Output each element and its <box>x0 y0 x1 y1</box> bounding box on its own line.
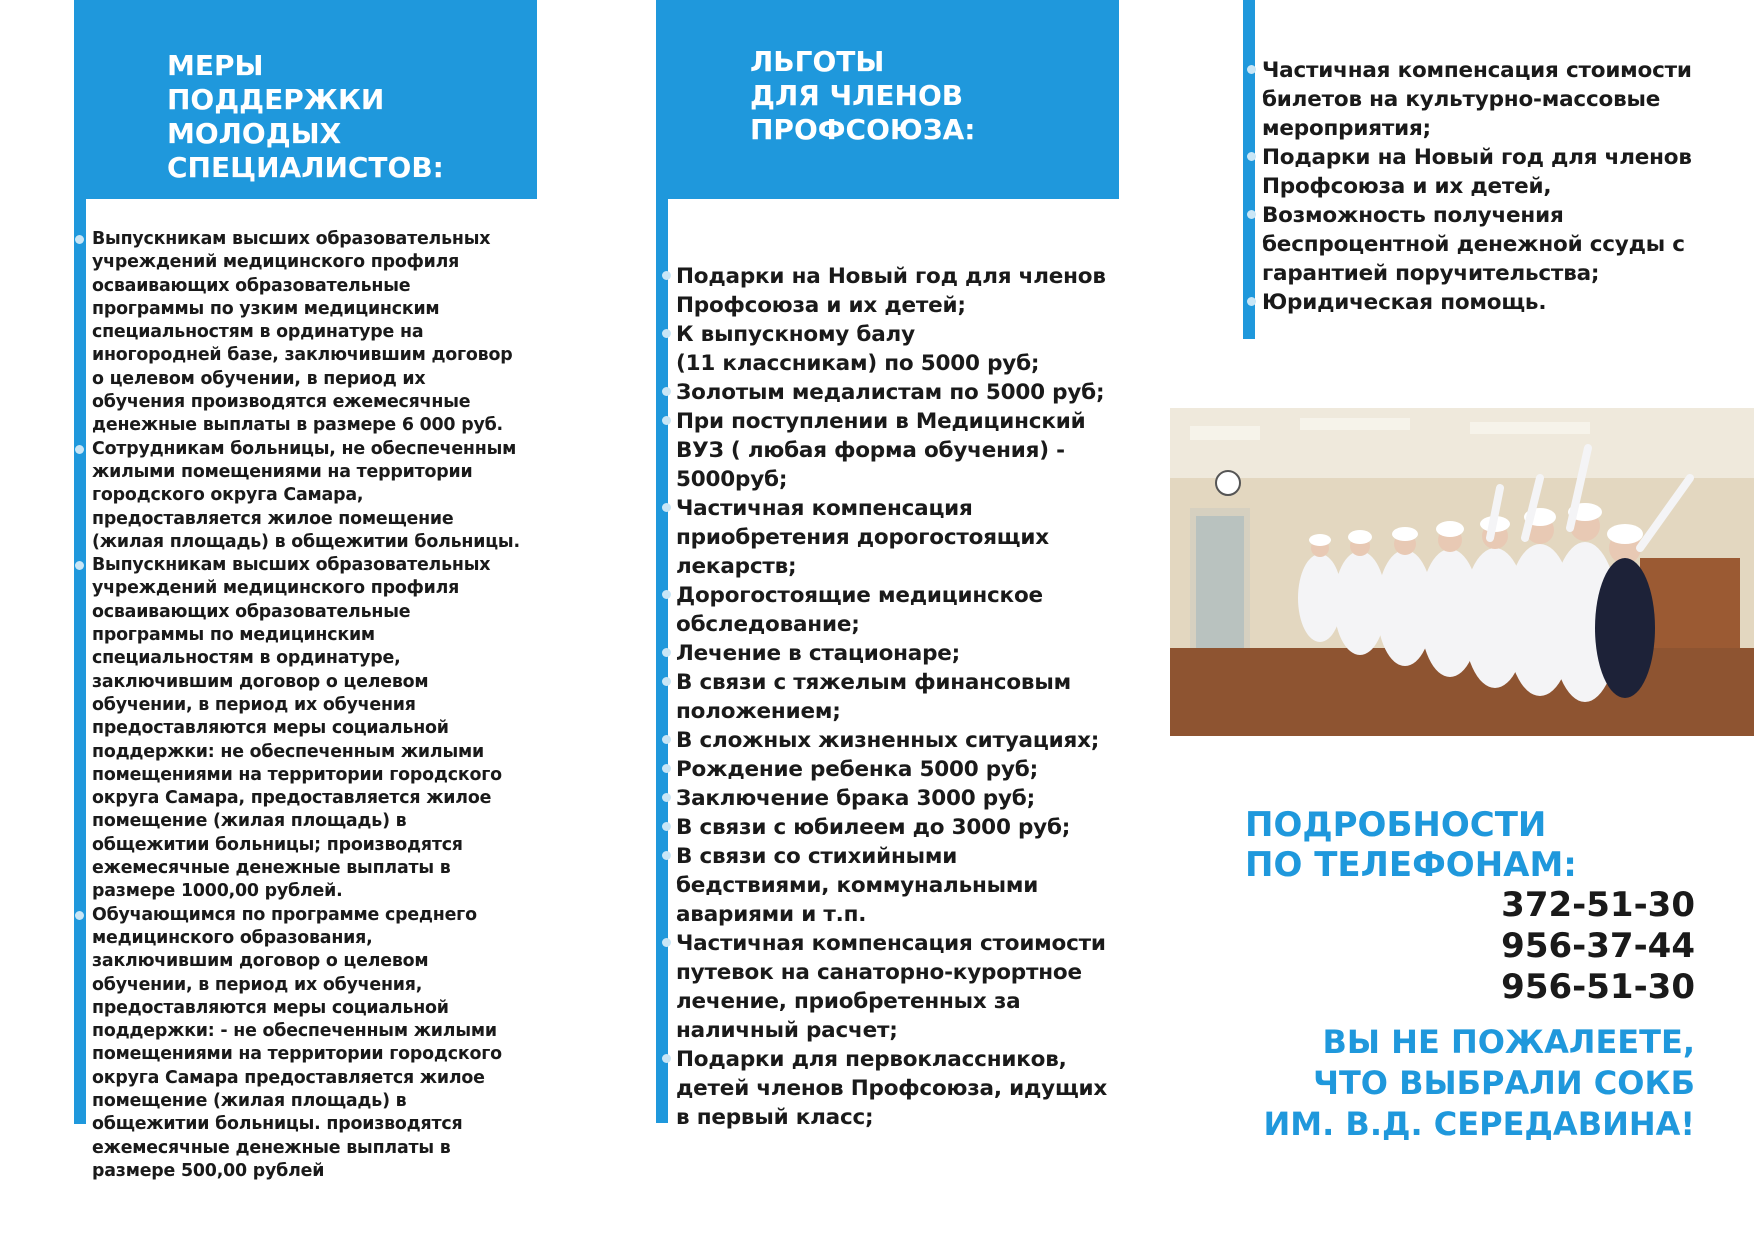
list-item-line: обучении, в период их обучения <box>92 694 416 715</box>
list-item-line: денежные выплаты в размере 6 000 руб. <box>92 415 503 436</box>
list-item-line: обучении, в период их обучения, <box>92 974 423 995</box>
list-item-line: медицинского образования, <box>92 927 373 948</box>
list-item-line: Подарки на Новый год для членов <box>1262 145 1692 170</box>
slogan-line: ИМ. В.Д. СЕРЕДАВИНА! <box>1263 1105 1695 1143</box>
list-item-line: заключившим договор о целевом <box>92 951 429 972</box>
list-item-line: помещениями на территории городского <box>92 764 502 785</box>
slogan <box>1245 1022 1695 1145</box>
list-item-line: ежемесячные денежные выплаты в <box>92 858 451 879</box>
list-item-line: При поступлении в Медицинский <box>676 409 1086 434</box>
list-item-line: о целевом обучении, в период их <box>92 368 426 389</box>
list-item <box>1262 288 1712 317</box>
contacts-block <box>1245 805 1695 1145</box>
list-item-line: программы по узким медицинским <box>92 298 440 319</box>
list-item-line: Подарки для первоклассников, <box>676 1047 1067 1072</box>
list-item <box>676 581 1136 639</box>
col1-title-line: МОЛОДЫХ <box>167 117 342 150</box>
list-item-line: осваивающих образовательные <box>92 275 411 296</box>
list-item-line: (жилая площадь) в общежитии больницы. <box>92 531 520 552</box>
list-item-line: В сложных жизненных ситуациях; <box>676 728 1100 753</box>
list-item-line: Дорогостоящие медицинское <box>676 583 1043 608</box>
list-item-line: Сотрудникам больницы, не обеспеченным <box>92 438 517 459</box>
list-item-line: ВУЗ ( любая форма обучения) - <box>676 438 1065 463</box>
list-item-line: предоставляются меры социальной <box>92 718 449 739</box>
list-item <box>676 929 1136 1045</box>
col1-side-bar <box>74 199 86 1124</box>
list-item <box>1262 56 1712 143</box>
phone-number[interactable]: 956-51-30 <box>1501 967 1695 1007</box>
list-item-line: детей членов Профсоюза, идущих <box>676 1076 1108 1101</box>
list-item-line: В связи с юбилеем до 3000 руб; <box>676 815 1071 840</box>
list-item <box>676 668 1136 726</box>
phone-number[interactable]: 956-37-44 <box>1501 926 1695 966</box>
col1-title-line: МЕРЫ <box>167 49 264 82</box>
list-item-line: Лечение в стационаре; <box>676 641 961 666</box>
list-item-line: Профсоюза и их детей, <box>1262 174 1552 199</box>
list-item-line: Юридическая помощь. <box>1262 290 1547 315</box>
list-item-line: обучения производятся ежемесячные <box>92 392 471 413</box>
list-item-line: 5000руб; <box>676 467 788 492</box>
list-item-line: программы по медицинским <box>92 625 375 646</box>
col3-side-bar <box>1243 0 1255 339</box>
list-item-line: К выпускному балу <box>676 322 915 347</box>
list-item-line: беспроцентной денежной ссуды с <box>1262 232 1685 257</box>
list-item-line: путевок на санаторно-курортное <box>676 960 1082 985</box>
list-item-line: размере 1000,00 рублей. <box>92 881 343 902</box>
union-benefits-continued-list <box>1262 56 1712 317</box>
list-item <box>676 639 1136 668</box>
col2-title-line: ДЛЯ ЧЛЕНОВ <box>750 79 964 112</box>
list-item <box>676 784 1136 813</box>
list-item-line: мероприятия; <box>1262 116 1431 141</box>
list-item <box>1262 201 1712 288</box>
contacts-title-line: ПОДРОБНОСТИ <box>1245 805 1547 845</box>
list-item-line: В связи с тяжелым финансовым <box>676 670 1071 695</box>
list-item-line: специальностям в ординатуре на <box>92 322 424 343</box>
col1-title-line: ПОДДЕРЖКИ <box>167 83 385 116</box>
list-item-line: авариями и т.п. <box>676 902 867 927</box>
list-item-line: общежитии больницы. производятся <box>92 1114 463 1135</box>
list-item-line: Частичная компенсация стоимости <box>676 931 1106 956</box>
list-item-line: заключившим договор о целевом <box>92 671 429 692</box>
list-item-line: Частичная компенсация стоимости <box>1262 58 1692 83</box>
list-item-line: Частичная компенсация <box>676 496 973 521</box>
list-item-line: осваивающих образовательные <box>92 601 411 622</box>
list-item <box>676 407 1136 494</box>
list-item-line: лекарств; <box>676 554 797 579</box>
list-item-line: Возможность получения <box>1262 203 1564 228</box>
list-item-line: гарантией поручительства; <box>1262 261 1600 286</box>
col1-title-line: СПЕЦИАЛИСТОВ: <box>167 151 444 184</box>
list-item-line: помещениями на территории городского <box>92 1044 502 1065</box>
col1-title <box>167 49 444 185</box>
list-item <box>676 1045 1136 1132</box>
list-item-line: Выпускникам высших образовательных <box>92 555 491 576</box>
list-item-line: помещение (жилая площадь) в <box>92 811 407 832</box>
list-item-line: поддержки: - не обеспеченным жилыми <box>92 1021 497 1042</box>
list-item <box>92 438 547 554</box>
list-item-line: специальностям в ординатуре, <box>92 648 401 669</box>
list-item-line: общежитии больницы; производятся <box>92 834 463 855</box>
list-item-line: лечение, приобретенных за <box>676 989 1021 1014</box>
list-item <box>92 904 547 1184</box>
contacts-title <box>1245 805 1695 885</box>
list-item-line: обследование; <box>676 612 860 637</box>
list-item-line: иногородней базе, заключившим договор <box>92 345 513 366</box>
list-item <box>676 813 1136 842</box>
list-item-line: предоставляются меры социальной <box>92 997 449 1018</box>
list-item-line: Подарки на Новый год для членов <box>676 264 1106 289</box>
list-item-line: бедствиями, коммунальными <box>676 873 1039 898</box>
list-item-line: Заключение брака 3000 руб; <box>676 786 1035 811</box>
list-item-line: размере 500,00 рублей <box>92 1160 325 1181</box>
col2-title <box>750 45 976 147</box>
list-item <box>676 262 1136 320</box>
slogan-line: ЧТО ВЫБРАЛИ СОКБ <box>1313 1064 1695 1102</box>
col2-title-line: ЛЬГОТЫ <box>750 45 885 78</box>
col2-title-line: ПРОФСОЮЗА: <box>750 113 976 146</box>
list-item-line: помещение (жилая площадь) в <box>92 1090 407 1111</box>
list-item-line: городского округа Самара, <box>92 485 364 506</box>
list-item <box>676 320 1136 378</box>
phone-list <box>1245 885 1695 1008</box>
list-item-line: предоставляется жилое помещение <box>92 508 454 529</box>
list-item-line: ежемесячные денежные выплаты в <box>92 1137 451 1158</box>
list-item-line: Золотым медалистам по 5000 руб; <box>676 380 1105 405</box>
list-item <box>676 494 1136 581</box>
list-item-line: Обучающимся по программе среднего <box>92 904 477 925</box>
list-item <box>92 554 547 903</box>
list-item-line: приобретения дорогостоящих <box>676 525 1049 550</box>
staff-group-photo <box>1170 408 1754 736</box>
phone-number[interactable]: 372-51-30 <box>1501 885 1695 925</box>
list-item-line: Рождение ребенка 5000 руб; <box>676 757 1039 782</box>
list-item <box>1262 143 1712 201</box>
union-benefits-list <box>676 262 1136 1132</box>
slogan-line: ВЫ НЕ ПОЖАЛЕЕТЕ, <box>1322 1023 1695 1061</box>
list-item-line: поддержки: не обеспеченным жилыми <box>92 741 484 762</box>
list-item-line: учреждений медицинского профиля <box>92 578 460 599</box>
list-item <box>676 378 1136 407</box>
list-item <box>676 842 1136 929</box>
staff-group-photo-drawing <box>1170 408 1754 736</box>
list-item-line: В связи со стихийными <box>676 844 958 869</box>
youth-support-list <box>92 228 547 1183</box>
list-item-line: Выпускникам высших образовательных <box>92 229 491 249</box>
list-item <box>676 755 1136 784</box>
list-item-line: положением; <box>676 699 841 724</box>
list-item-line: наличный расчет; <box>676 1018 898 1043</box>
list-item-line: (11 классникам) по 5000 руб; <box>676 351 1040 376</box>
list-item <box>676 726 1136 755</box>
list-item-line: в первый класс; <box>676 1105 874 1130</box>
list-item-line: округа Самара предоставляется жилое <box>92 1067 485 1088</box>
list-item-line: Профсоюза и их детей; <box>676 293 966 318</box>
list-item <box>92 228 547 438</box>
list-item-line: билетов на культурно-массовые <box>1262 87 1661 112</box>
list-item-line: округа Самара, предоставляется жилое <box>92 788 492 809</box>
list-item-line: жилыми помещениями на территории <box>92 461 473 482</box>
contacts-title-line: ПО ТЕЛЕФОНАМ: <box>1245 845 1577 885</box>
list-item-line: учреждений медицинского профиля <box>92 252 460 273</box>
